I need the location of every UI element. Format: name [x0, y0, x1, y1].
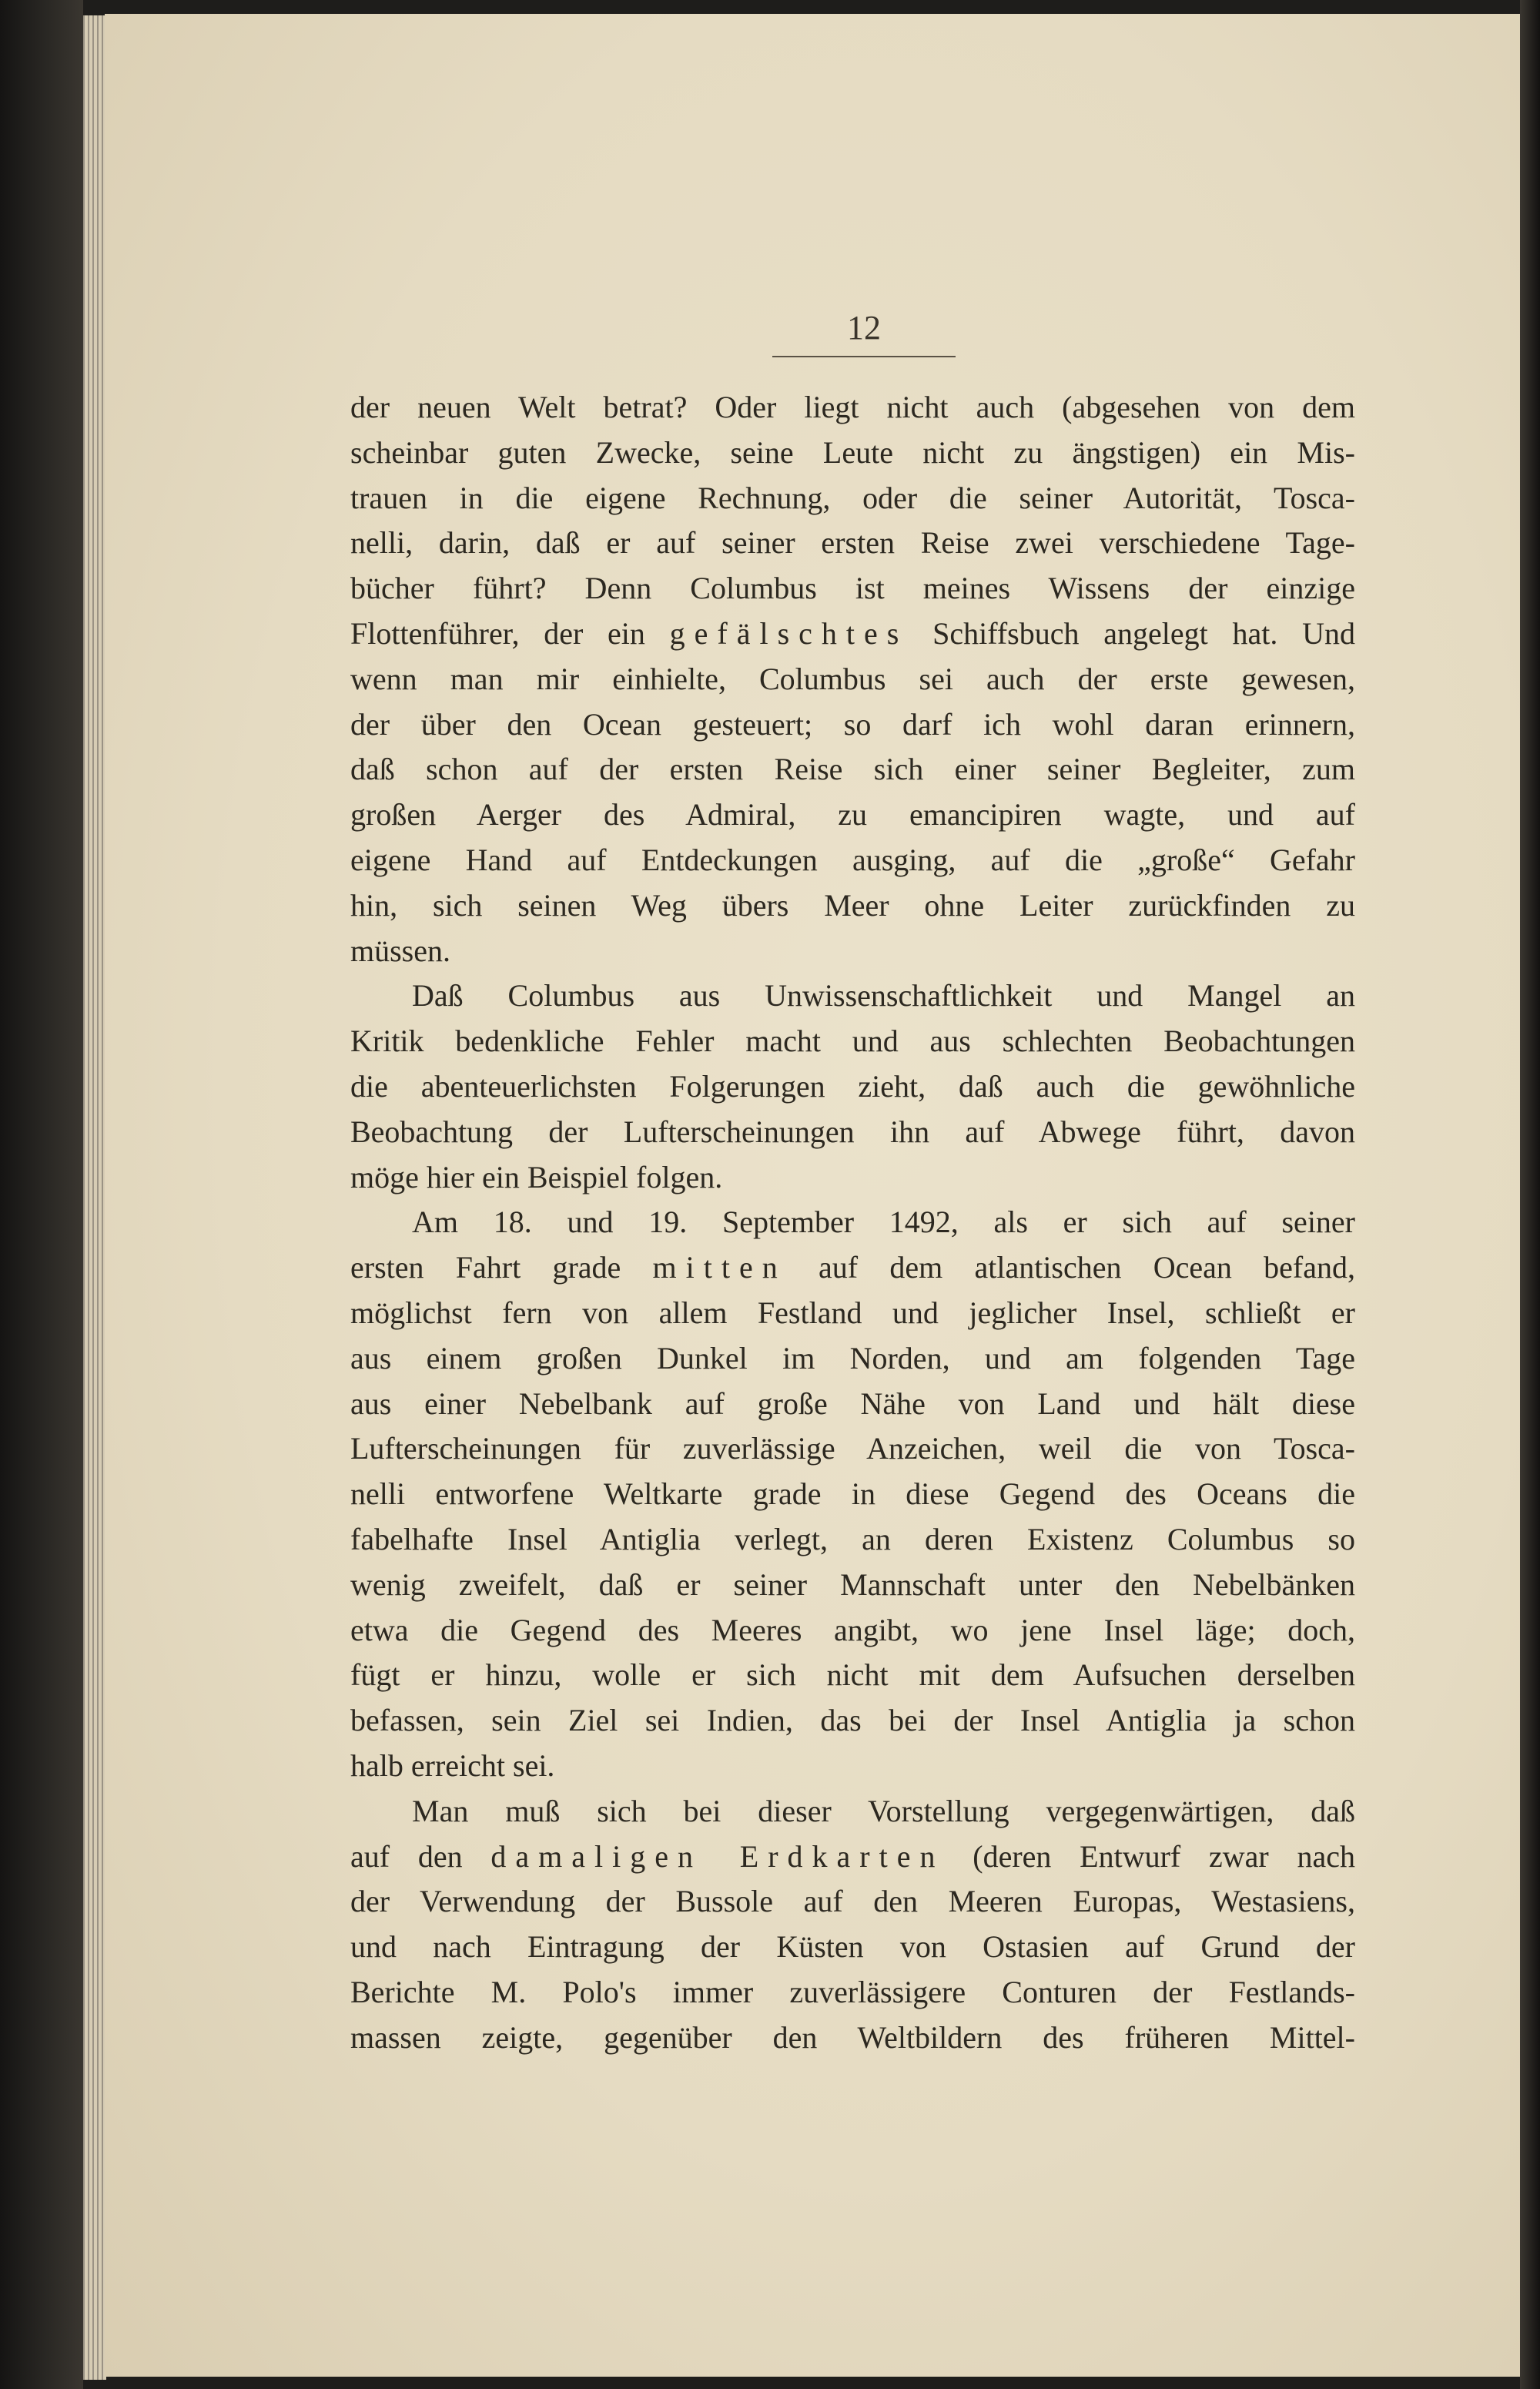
- emphasized-text: damaligen Erdkarten: [490, 1838, 945, 1874]
- text-segment: Schiffsbuch angelegt hat. Und: [908, 615, 1355, 651]
- text-segment: aus einer Nebelbank auf große Nähe von Land und hält diese: [350, 1385, 1355, 1421]
- text-segment: Am 18. und 19. September 1492, als er sich auf seiner: [412, 1205, 1355, 1240]
- text-line: [350, 1064, 1355, 1110]
- text-line: [350, 611, 1355, 657]
- text-segment: nelli entworfene Weltkarte grade in diese Gegend des Oceans die: [350, 1476, 1355, 1512]
- text-segment: trauen in die eigene Rechnung, oder die seiner Autorität, Tosca-: [350, 480, 1355, 515]
- text-line: [350, 1200, 1355, 1245]
- text-line: [350, 1291, 1355, 1336]
- text-segment: halb erreicht sei.: [350, 1747, 555, 1783]
- text-line: [350, 2015, 1355, 2061]
- text-segment: auf dem atlantischen Ocean befand,: [786, 1250, 1355, 1285]
- text-segment: nelli, darin, daß er auf seiner ersten Reise zwei verschiedene Tage-: [350, 525, 1355, 561]
- text-segment: bücher führt? Denn Columbus ist meines Wissens der einzige: [350, 571, 1355, 606]
- page-edges: [83, 15, 106, 2380]
- text-line: [350, 792, 1355, 838]
- text-line: [350, 1110, 1355, 1155]
- text-line: [350, 1517, 1355, 1563]
- text-segment: Berichte M. Polo's immer zuverlässigere Conturen der Festlands-: [350, 1974, 1355, 2009]
- text-line: [350, 476, 1355, 521]
- body-text: [350, 385, 1355, 2060]
- text-segment: Beobachtung der Lufterscheinungen ihn auf Abwege führt, davon: [350, 1114, 1355, 1149]
- text-line: [350, 1970, 1355, 2015]
- text-segment: (deren Entwurf zwar nach: [944, 1838, 1356, 1874]
- text-line: [350, 883, 1355, 929]
- text-line: [350, 1925, 1355, 1970]
- text-segment: möge hier ein Beispiel folgen.: [350, 1159, 723, 1194]
- text-segment: aus einem großen Dunkel im Norden, und am folgenden Tage: [350, 1340, 1355, 1375]
- text-segment: Lufterscheinungen für zuverlässige Anzeichen, weil die von Tosca-: [350, 1431, 1355, 1466]
- text-segment: müssen.: [350, 933, 450, 968]
- text-line: [350, 1744, 1355, 1789]
- text-segment: der über den Ocean gesteuert; so darf ich wohl daran erinnern,: [350, 706, 1355, 742]
- emphasized-text: mitten: [652, 1250, 787, 1285]
- text-line: [350, 1472, 1355, 1517]
- text-segment: Man muß sich bei dieser Vorstellung vergegenwärtigen, daß: [412, 1793, 1355, 1828]
- text-line: [350, 1608, 1355, 1654]
- text-line: [350, 1245, 1355, 1291]
- text-segment: eigene Hand auf Entdeckungen ausging, auf die „große“ Gefahr: [350, 842, 1355, 877]
- text-segment: wenn man mir einhielte, Columbus sei auch der erste gewesen,: [350, 661, 1355, 696]
- page-number: 12: [847, 309, 881, 347]
- text-segment: fabelhafte Insel Antiglia verlegt, an deren Existenz Columbus so: [350, 1521, 1355, 1556]
- text-line: [350, 1382, 1355, 1427]
- text-segment: großen Aerger des Admiral, zu emancipiren wagte, und auf: [350, 797, 1355, 833]
- text-segment: möglichst fern von allem Festland und jeglicher Insel, schließt er: [350, 1295, 1355, 1330]
- text-line: [350, 1789, 1355, 1834]
- text-segment: Kritik bedenkliche Fehler macht und aus schlechten Beobachtungen: [350, 1024, 1355, 1059]
- text-line: [350, 566, 1355, 611]
- text-line: [350, 747, 1355, 792]
- text-segment: der Verwendung der Bussole auf den Meeren Europas, Westasiens,: [350, 1884, 1355, 1919]
- text-line: [350, 1834, 1355, 1880]
- text-line: [350, 1653, 1355, 1698]
- text-segment: fügt er hinzu, wolle er sich nicht mit dem Aufsuchen derselben: [350, 1657, 1355, 1693]
- text-line: [350, 1426, 1355, 1472]
- text-segment: Flottenführer, der ein: [350, 615, 670, 651]
- text-line: [350, 431, 1355, 476]
- text-segment: auf den: [350, 1838, 491, 1874]
- text-segment: und nach Eintragung der Küsten von Ostasien auf Grund der: [350, 1929, 1355, 1965]
- book-binding-right: [1520, 0, 1540, 2389]
- text-segment: etwa die Gegend des Meeres angibt, wo jene Insel läge; doch,: [350, 1612, 1355, 1647]
- text-line: [350, 1563, 1355, 1608]
- text-segment: Daß Columbus aus Unwissenschaftlichkeit und Mangel an: [412, 978, 1355, 1014]
- text-segment: scheinbar guten Zwecke, seine Leute nicht zu ängstigen) ein Mis-: [350, 434, 1355, 470]
- emphasized-text: gefälschtes: [669, 615, 909, 651]
- text-segment: die abenteuerlichsten Folgerungen zieht, daß auch die gewöhnliche: [350, 1068, 1355, 1104]
- text-segment: ersten Fahrt grade: [350, 1250, 653, 1285]
- text-line: [350, 385, 1355, 431]
- text-line: [350, 1698, 1355, 1744]
- text-line: [350, 838, 1355, 883]
- text-line: [350, 973, 1355, 1019]
- text-line: [350, 1336, 1355, 1382]
- text-segment: daß schon auf der ersten Reise sich einer seiner Begleiter, zum: [350, 752, 1355, 787]
- text-line: [350, 1879, 1355, 1925]
- text-line: [350, 521, 1355, 566]
- text-segment: wenig zweifelt, daß er seiner Mannschaft unter den Nebelbänken: [350, 1566, 1355, 1602]
- book-binding-left: [0, 0, 83, 2389]
- text-segment: der neuen Welt betrat? Oder liegt nicht auch (abgesehen von dem: [350, 390, 1355, 424]
- text-segment: massen zeigte, gegenüber den Weltbildern des früheren Mittel-: [350, 2019, 1355, 2055]
- text-segment: hin, sich seinen Weg übers Meer ohne Leiter zurückfinden zu: [350, 887, 1355, 923]
- text-line: [350, 929, 1355, 974]
- text-line: [350, 657, 1355, 702]
- text-segment: befassen, sein Ziel sei Indien, das bei der Insel Antiglia ja schon: [350, 1703, 1355, 1738]
- header-rule: [772, 356, 956, 357]
- text-line: [350, 702, 1355, 748]
- text-line: [350, 1019, 1355, 1064]
- text-line: [350, 1155, 1355, 1201]
